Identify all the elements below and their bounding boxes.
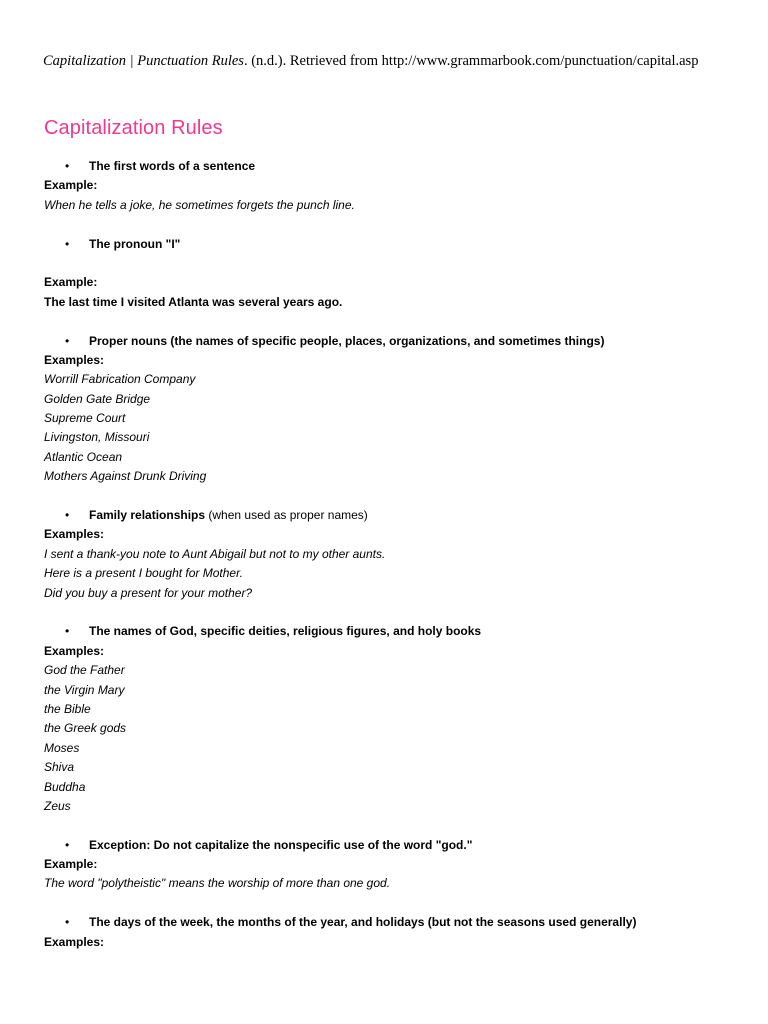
bullet-icon: • [65, 159, 70, 173]
example-label: Examples: [44, 352, 105, 367]
rule-text: The names of God, specific deities, religious figures, and holy books [89, 624, 482, 639]
rule-bullet [44, 836, 744, 855]
example-text: Mothers Against Drunk Driving [44, 469, 207, 484]
rule-text-normal: (when used as proper names) [205, 508, 368, 523]
citation-source: . (n.d.). Retrieved from http://www.grammarbook.com/punctuation/capital.asp [243, 53, 699, 69]
bullet-icon: • [65, 624, 70, 639]
example-label: Examples: [44, 527, 105, 542]
example-label: Examples: [44, 643, 105, 658]
example-text: Moses [44, 740, 80, 755]
example-label: Example: [44, 857, 98, 872]
example-text: Atlantic Ocean [44, 449, 123, 464]
example-text: Golden Gate Bridge [44, 391, 151, 406]
citation [43, 51, 763, 71]
rule-text: Exception: Do not capitalize the nonspecific use of the word "god." [89, 837, 473, 852]
example-text: the Bible [44, 701, 91, 716]
example-text: The word "polytheistic" means the worship of more than one god. [44, 876, 391, 891]
example-text: When he tells a joke, he sometimes forgets the punch line. [44, 197, 355, 212]
example-text: Shiva [44, 760, 75, 775]
rule-text [89, 506, 368, 525]
example-text: God the Father [44, 663, 125, 678]
rule-text: The pronoun "I" [89, 236, 181, 251]
example-text: I sent a thank-you note to Aunt Abigail but not to my other aunts. [44, 546, 386, 561]
bullet-icon: • [65, 236, 70, 251]
rule-bullet [44, 913, 744, 932]
rule-bullet [44, 235, 744, 254]
page-title: Capitalization Rules [44, 117, 223, 139]
rule-bullet [44, 622, 744, 641]
example-label: Example: [44, 275, 98, 290]
rule-bullet [44, 157, 744, 176]
rule-text: The first words of a sentence [89, 159, 256, 173]
example-text: the Virgin Mary [44, 682, 125, 697]
bullet-icon: • [65, 333, 70, 348]
bullet-icon: • [65, 915, 70, 930]
bullet-icon: • [65, 837, 70, 852]
citation-title: Capitalization | Punctuation Rules [43, 53, 244, 69]
example-text: Zeus [44, 798, 71, 813]
rule-text-bold: Family relationships [89, 508, 206, 523]
example-text: Supreme Court [44, 411, 126, 426]
example-text: Here is a present I bought for Mother. [44, 566, 243, 581]
bullet-icon: • [65, 508, 70, 523]
rule-bullet [44, 506, 744, 525]
rules-list [44, 157, 744, 952]
rule-text: The days of the week, the months of the year, and holidays (but not the seasons used generally) [89, 915, 637, 930]
rule-bullet [44, 332, 744, 351]
example-label: Examples: [44, 934, 105, 949]
example-text: The last time I visited Atlanta was several years ago. [44, 294, 343, 309]
example-text: Did you buy a present for your mother? [44, 585, 253, 600]
example-text: Worrill Fabrication Company [44, 372, 196, 387]
example-text: Buddha [44, 779, 86, 794]
example-text: Livingston, Missouri [44, 430, 150, 445]
example-label: Example: [44, 178, 98, 193]
example-text: the Greek gods [44, 721, 127, 736]
rule-text: Proper nouns (the names of specific people, places, organizations, and sometimes things) [89, 333, 605, 348]
